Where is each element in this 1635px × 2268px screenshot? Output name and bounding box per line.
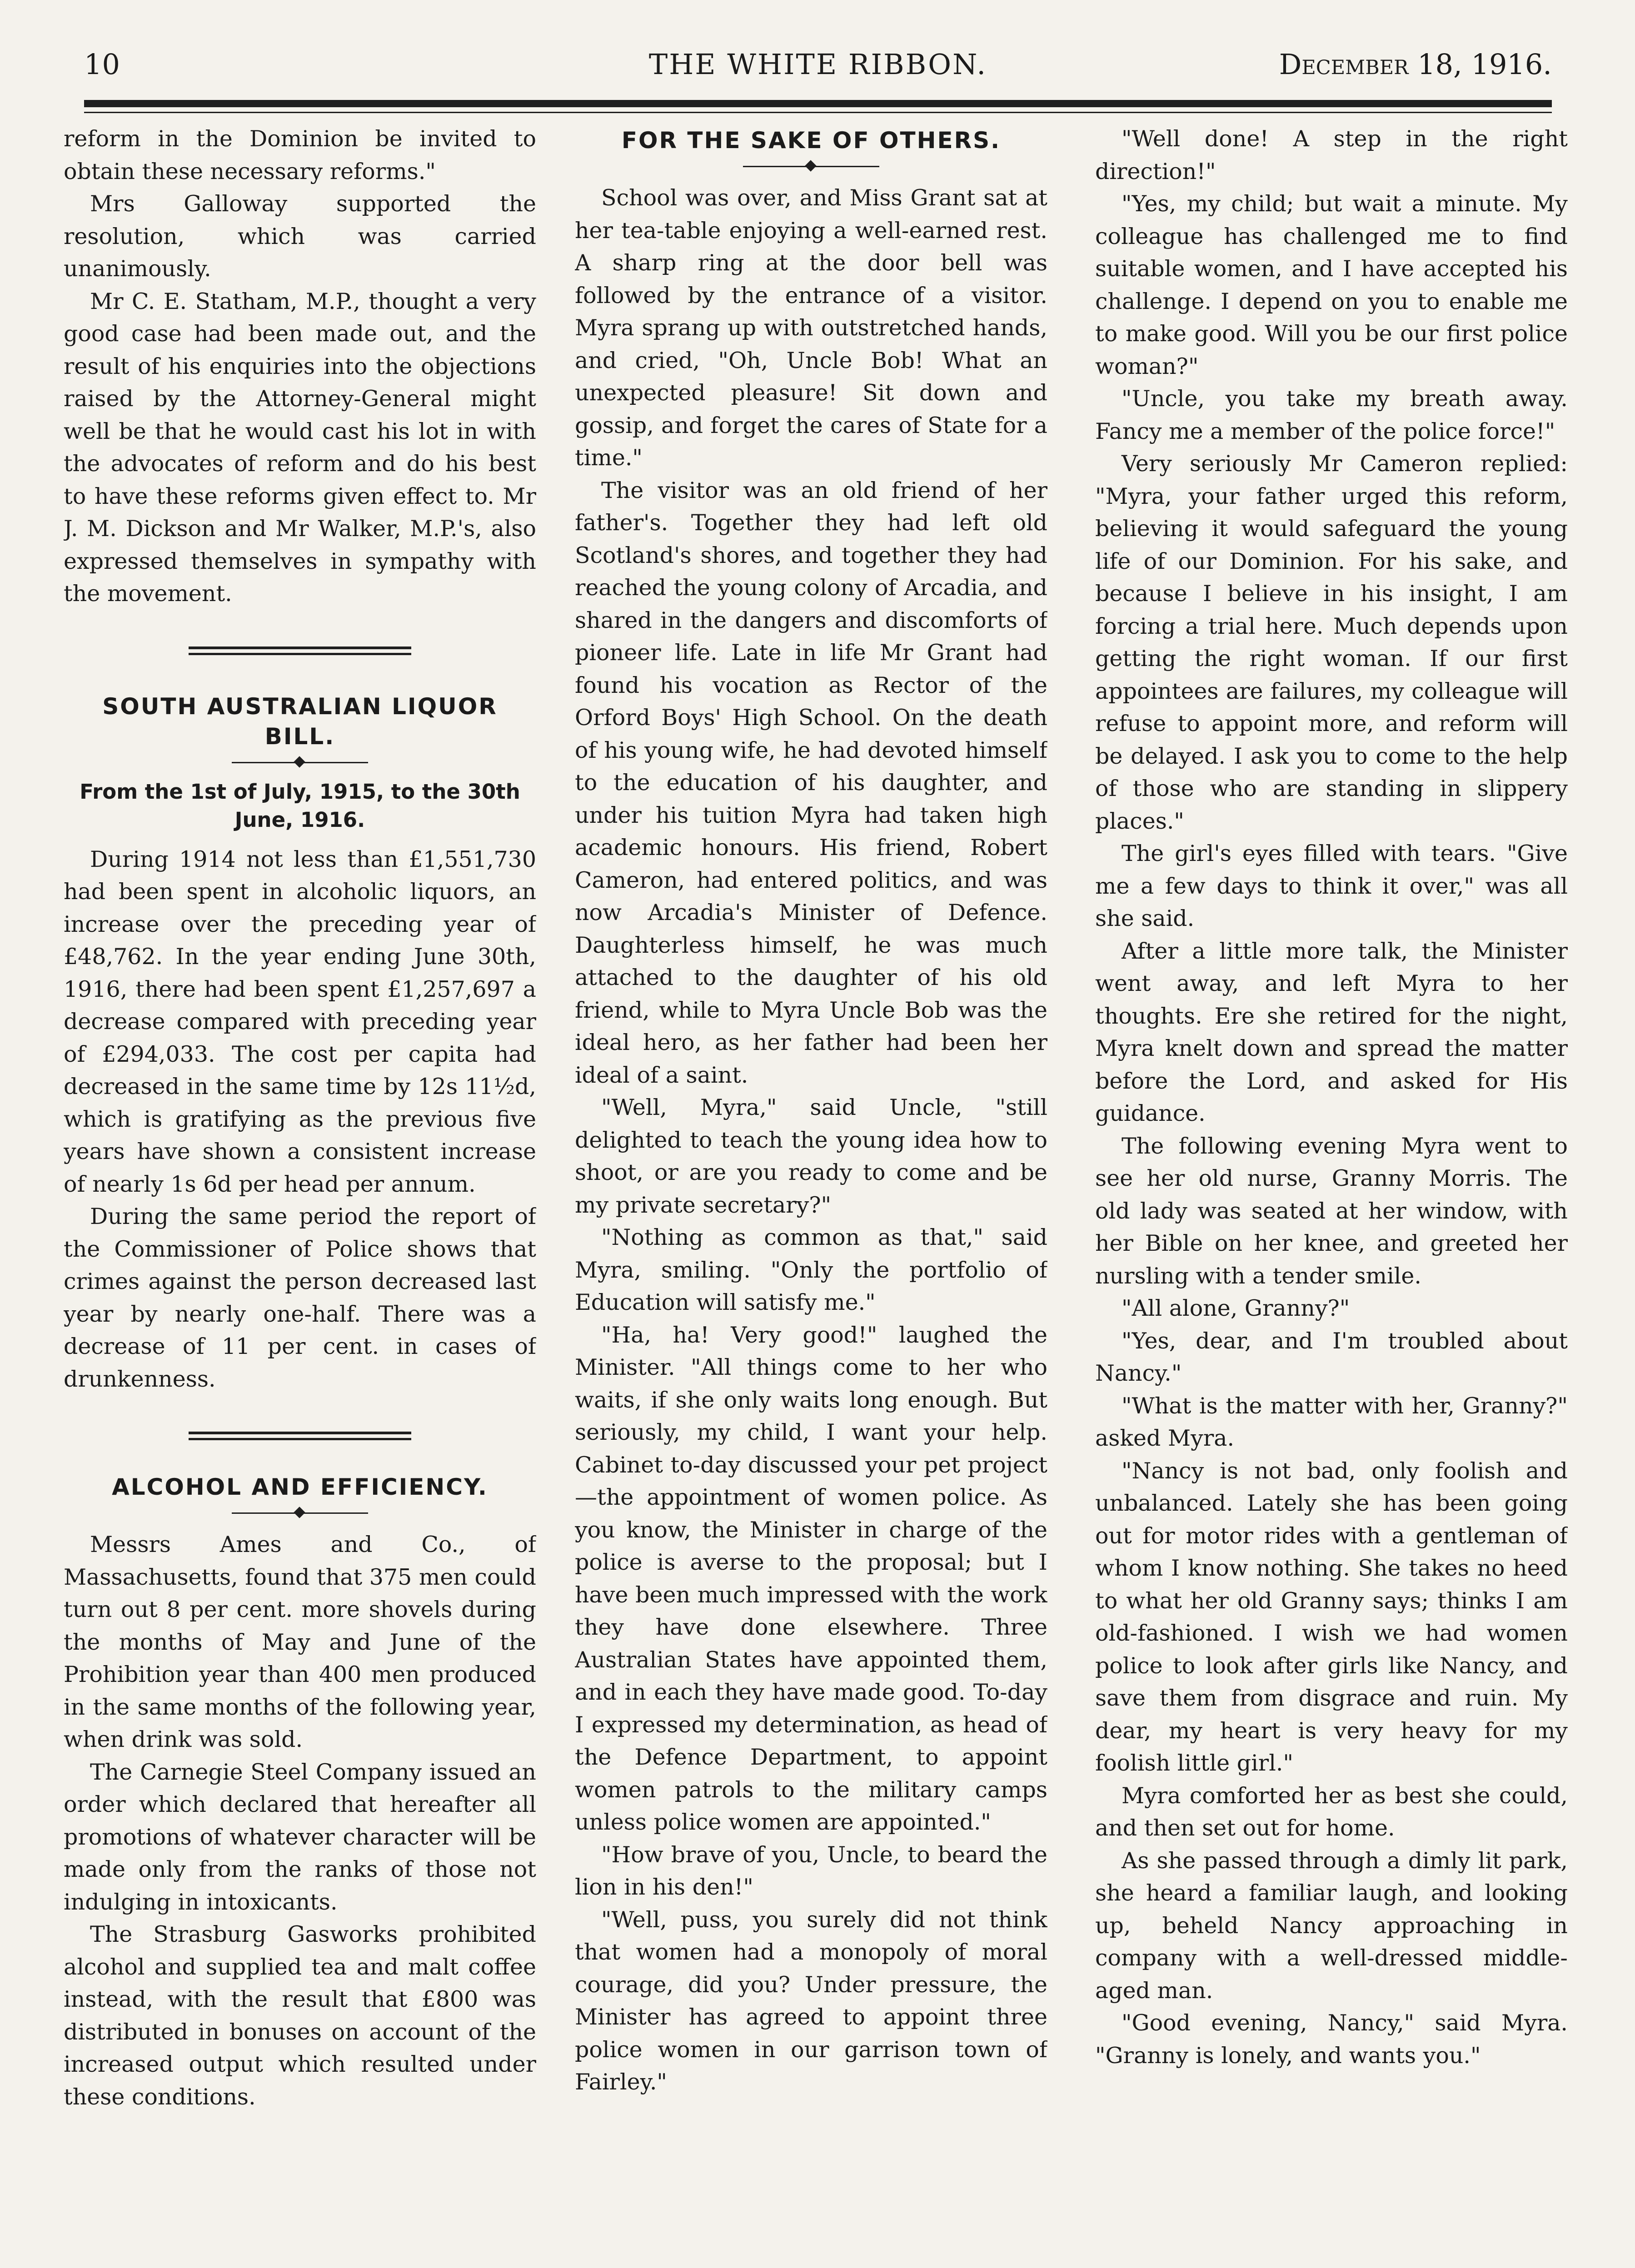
paragraph: During 1914 not less than £1,551,730 had been spent in alcoholic liquors, an increase over the preceding year of £48,762. In the year ending June 30th, 1916, there had been spent £1,257,697 a decrease compared with preceding year of £294,033. The cost per capita had decreased in the same time by 12s 11½d, which is gratifying as the previous five years have shown a consistent increase of nearly 1s 6d per head per annum. — [64, 846, 536, 1197]
paragraph: After a little more talk, the Minister went away, and left Myra to her thoughts. Ere she retired for the night, Myra knelt down and spread the matter before the Lord, and asked for His guidance. — [1095, 938, 1568, 1126]
paragraph: "Yes, my child; but wait a minute. My colleague has challenged me to find suitable women, and I have accepted his challenge. I depend on you to enable me to make good. Will you be our first police woman?" — [1095, 191, 1568, 379]
paragraph: As she passed through a dimly lit park, she heard a familiar laugh, and looking up, beheld Nancy approaching in company with a well-dressed middle-aged man. — [1095, 1847, 1568, 2004]
paragraph: "Well, Myra," said Uncle, "still delighted to teach the young idea how to shoot, or are you ready to come and be my private secretary?" — [575, 1094, 1047, 1218]
issue-date: December 18, 1916. — [1279, 48, 1552, 81]
headline-alcohol-efficiency: ALCOHOL AND EFFICIENCY. — [112, 1474, 488, 1500]
paragraph: "Well, puss, you surely did not think that women had a monopoly of moral courage, did you? Under pressure, the Minister has agreed to appoint three police women in our garrison town of Fairley." — [575, 1906, 1047, 2095]
paragraph: Mrs Galloway supported the resolution, which was carried unanimously. — [64, 191, 536, 282]
header-rule-thick — [84, 100, 1552, 107]
paragraph: "Yes, dear, and I'm troubled about Nancy." — [1095, 1328, 1568, 1386]
newspaper-title: THE WHITE RIBBON. — [648, 48, 987, 81]
paragraph: "Good evening, Nancy," said Myra. "Granny is lonely, and wants you." — [1095, 2010, 1568, 2069]
paragraph: Very seriously Mr Cameron replied: "Myra, your father urged this reform, believing it would safeguard the young life of our Dominion. For his sake, and because I believe in his insight, I am forcing a trial here. Much depends upon getting the right woman. If our first appointees are failures, my colleague will refuse to appoint more, and reform will be delayed. I ask you to come to the help of those who are standing in slippery places." — [1095, 451, 1568, 834]
ornament-divider — [232, 1508, 368, 1517]
paragraph: Myra comforted her as best she could, and then set out for home. — [1095, 1782, 1568, 1841]
paragraph: "All alone, Granny?" — [1122, 1295, 1350, 1321]
paragraph: The Strasburg Gasworks prohibited alcohol and supplied tea and malt coffee instead, with the result that £800 was distributed in bonuses on account of the increased output which resulted under these conditions. — [64, 1921, 536, 2110]
page-number: 10 — [84, 48, 120, 81]
paragraph: "What is the matter with her, Granny?" asked Myra. — [1095, 1393, 1568, 1451]
paragraph: "Nancy is not bad, only foolish and unbalanced. Lately she has been going out for motor rides with a gentleman of whom I know nothing. She takes no heed to what her old Granny says; thinks I am old-fashioned. I wish we had women police to look after girls like Nancy, and save them from disgrace and ruin. My dear, my heart is very heavy for my foolish little girl." — [1095, 1457, 1568, 1776]
paragraph: The following evening Myra went to see her old nurse, Granny Morris. The old lady was seated at her window, with her Bible on her knee, and greeted her nursling with a tender smile. — [1095, 1133, 1568, 1289]
section-divider — [189, 1432, 411, 1440]
paragraph: School was over, and Miss Grant sat at her tea-table enjoying a well-earned rest. A sharp ring at the door bell was followed by the entrance of a visitor. Myra sprang up with outstretched hands, and cried, "Oh, Uncle Bob! What an unexpected pleasure! Sit down and gossip, and forget the cares of State for a time." — [575, 185, 1047, 471]
column-3 — [1095, 123, 1568, 2249]
ornament-divider — [743, 162, 879, 171]
paragraph: "Nothing as common as that," said Myra, smiling. "Only the portfolio of Education will satisfy me." — [575, 1224, 1047, 1315]
column-2 — [575, 123, 1047, 2249]
paragraph: Mr C. E. Statham, M.P., thought a very good case had been made out, and the result of his enquiries into the objections raised by the Attorney-General might well be that he would cast his lot in with the advocates of reform and do his best to have these reforms given effect to. Mr J. M. Dickson and Mr Walker, M.P.'s, also expressed themselves in sympathy with the movement. — [64, 288, 536, 607]
paragraph: "Uncle, you take my breath away. Fancy me a member of the police force!" — [1095, 386, 1568, 444]
header-rule-thin — [84, 112, 1552, 113]
paragraph: Messrs Ames and Co., of Massachusetts, found that 375 men could turn out 8 per cent. more shovels during the months of May and June of the Prohibition year than 400 men produced in the same months of the following year, when drink was sold. — [64, 1532, 536, 1752]
paragraph: The Carnegie Steel Company issued an order which declared that hereafter all promotions of whatever character will be made only from the ranks of those not indulging in intoxicants. — [64, 1759, 536, 1915]
ornament-divider — [232, 758, 368, 767]
paragraph: The girl's eyes filled with tears. "Give me a few days to think it over," was all she said. — [1095, 841, 1568, 931]
headline-for-the-sake-of-others: FOR THE SAKE OF OTHERS. — [621, 127, 1001, 154]
paragraph: The visitor was an old friend of her father's. Together they had left old Scotland's shores, and together they had reached the young colony of Arcadia, and shared in the dangers and discomforts of pioneer life. Late in life Mr Grant had found his vocation as Rector of the Orford Boys' High School. On the death of his young wife, he had devoted himself to the education of his daughter, and under his tuition Myra had taken high academic honours. His friend, Robert Cameron, had entered politics, and was now Arcadia's Minister of Defence. Daughterless himself, he was much attached to the daughter of his old friend, while to Myra Uncle Bob was the ideal hero, as her father had been her ideal of a saint. — [575, 477, 1047, 1088]
section-divider — [189, 647, 411, 655]
column-1 — [64, 123, 536, 2249]
paragraph: "Ha, ha! Very good!" laughed the Minister. "All things come to her who waits, if she only waits long enough. But seriously, my child, I want your help. Cabinet to-day discussed your pet project—the appointment of women police. As you know, the Minister in charge of the police is averse to the proposal; but I have been much impressed with the work they have done elsewhere. Three Australian States have appointed them, and in each they have made good. To-day I expressed my determination, as head of the Defence Department, to appoint women patrols to the military camps unless police women are appointed." — [575, 1322, 1047, 1835]
headline-sa-liquor-bill: SOUTH AUSTRALIAN LIQUOR BILL. — [102, 693, 498, 750]
paragraph: reform in the Dominion be invited to obtain these necessary reforms." — [64, 126, 536, 184]
paragraph: During the same period the report of the Commissioner of Police shows that crimes against the person decreased last year by nearly one-half. There was a decrease of 11 per cent. in cases of drunkenness. — [64, 1204, 536, 1392]
subheading-dates: From the 1st of July, 1915, to the 30th June, 1916. — [80, 779, 520, 832]
paragraph: "How brave of you, Uncle, to beard the lion in his den!" — [575, 1841, 1047, 1900]
page-header — [84, 43, 1552, 98]
paragraph: "Well done! A step in the right direction!" — [1095, 126, 1568, 184]
